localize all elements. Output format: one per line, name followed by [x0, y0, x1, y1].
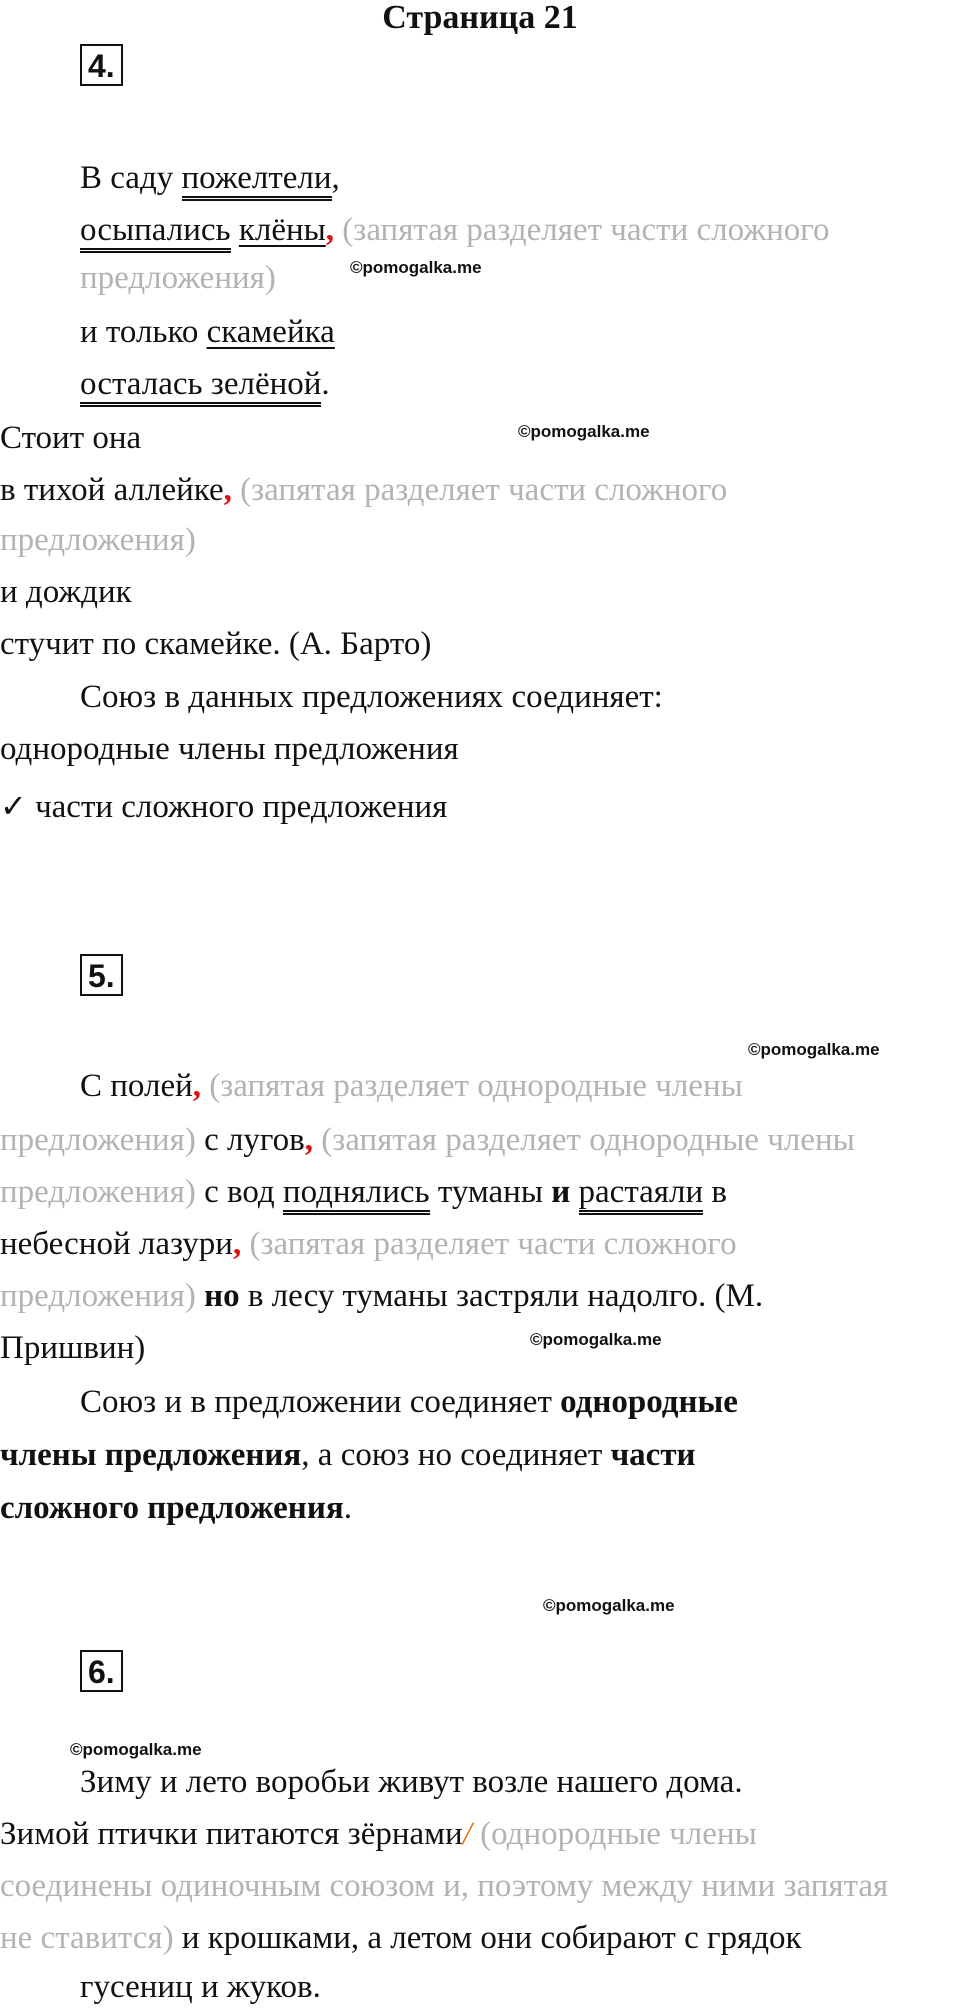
ex4-option-2: ✓ части сложного предложения	[0, 788, 448, 825]
ex6-line-4: не ставится) и крошками, а летом они собирают с грядок	[0, 1920, 802, 1956]
ex5-line-3: предложения) с вод поднялись туманы и растаяли в	[0, 1172, 727, 1212]
ex4-line-1: В саду пожелтели,	[80, 158, 340, 198]
watermark: ©pomogalka.me	[530, 1330, 662, 1349]
watermark: ©pomogalka.me	[70, 1740, 202, 1759]
exercise-4-number: 4.	[80, 44, 123, 86]
watermark: ©pomogalka.me	[350, 258, 482, 277]
ex4-line-7: в тихой аллейке, (запятая разделяет части сложного	[0, 472, 728, 508]
ex6-line-2: Зимой птички питаются зёрнами/ (однородные члены	[0, 1816, 757, 1852]
ex4-line-4: и только скамейка	[80, 314, 335, 350]
ex4-line-3: предложения)	[80, 260, 276, 296]
ex4-line-6: Стоит она	[0, 420, 142, 456]
exercise-6-number: 6.	[80, 1650, 123, 1692]
ex6-line-3: соединены одиночным союзом и, поэтому между ними запятая	[0, 1868, 889, 1904]
ex5-line-4: небесной лазури, (запятая разделяет части сложного	[0, 1226, 737, 1262]
ex4-line-2: осыпались клёны, (запятая разделяет части сложного	[80, 210, 829, 250]
ex5-answer-3: сложного предложения.	[0, 1490, 352, 1526]
ex5-line-2: предложения) с лугов, (запятая разделяет однородные члены	[0, 1122, 855, 1158]
ex4-question: Союз в данных предложениях соединяет:	[80, 679, 663, 715]
watermark: ©pomogalka.me	[543, 1596, 675, 1615]
exercise-5-number: 5.	[80, 954, 123, 996]
ex4-line-5: осталась зелёной.	[80, 364, 330, 404]
ex4-option-1: однородные члены предложения	[0, 731, 459, 767]
ex5-line-1: С полей, (запятая разделяет однородные члены	[80, 1068, 743, 1104]
ex5-answer-2: члены предложения, а союз но соединяет части	[0, 1437, 696, 1473]
watermark: ©pomogalka.me	[518, 422, 650, 441]
ex5-line-6: Пришвин)	[0, 1330, 146, 1366]
ex5-answer-1: Союз и в предложении соединяет однородные	[80, 1384, 738, 1420]
ex5-line-5: предложения) но в лесу туманы застряли надолго. (М.	[0, 1278, 764, 1314]
ex4-line-10: стучит по скамейке. (А. Барто)	[0, 626, 432, 662]
ex6-line-1: Зиму и лето воробьи живут возле нашего дома.	[80, 1764, 743, 1800]
ex6-line-5: гусениц и жуков.	[80, 1969, 321, 2005]
page-title: Страница 21	[382, 0, 578, 36]
check-icon: ✓	[0, 788, 27, 824]
ex4-line-9: и дождик	[0, 574, 132, 610]
slash-mark: /	[462, 1816, 472, 1852]
watermark: ©pomogalka.me	[748, 1040, 880, 1059]
ex4-line-8: предложения)	[0, 522, 196, 558]
